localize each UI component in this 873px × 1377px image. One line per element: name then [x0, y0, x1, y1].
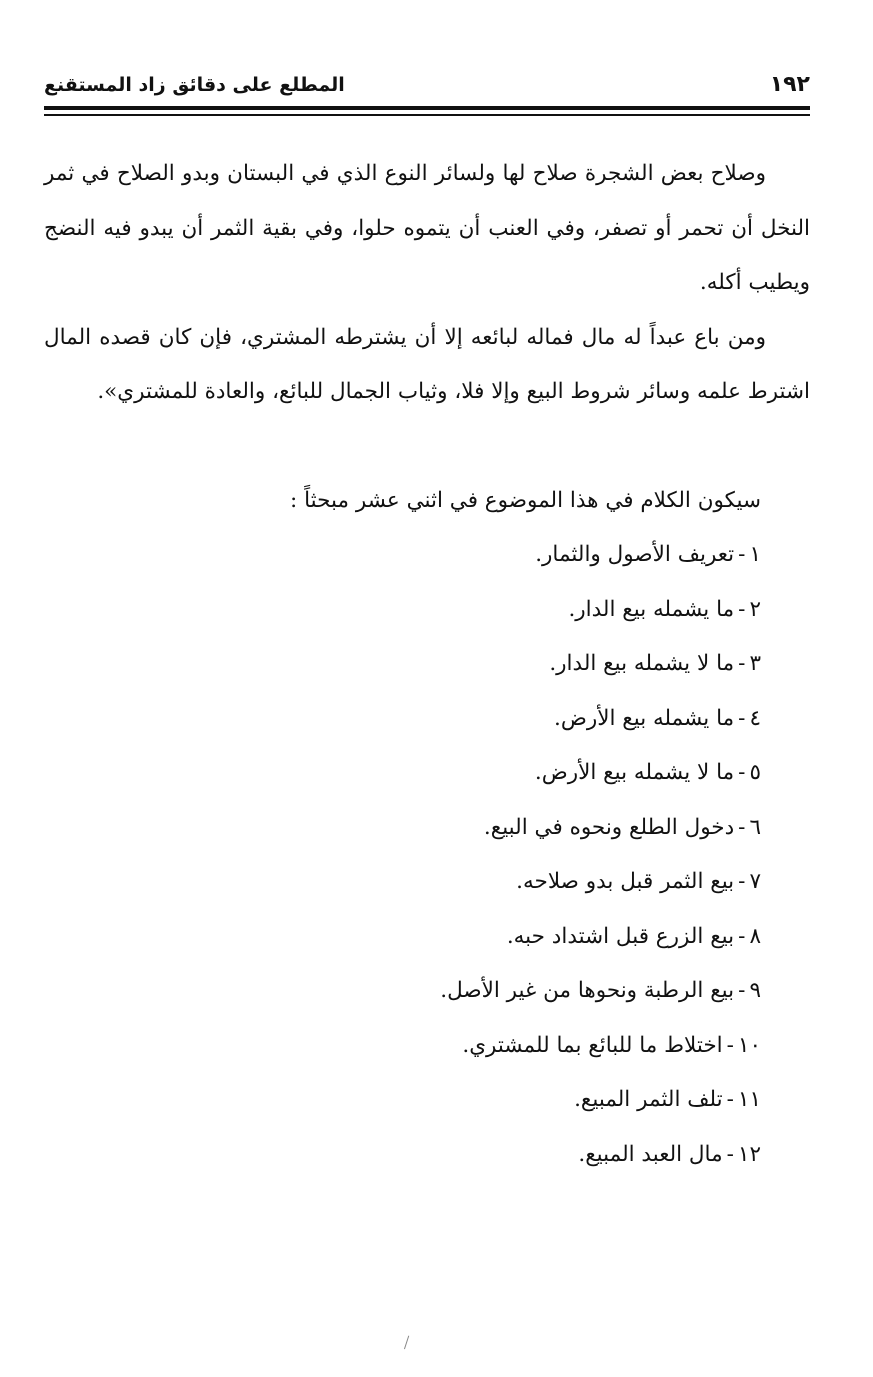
topic-separator: -	[738, 705, 746, 731]
topic-item	[440, 1019, 761, 1074]
header-rule-thin	[44, 114, 810, 116]
topic-separator: -	[738, 596, 746, 622]
topic-number: ١	[749, 542, 761, 567]
topic-separator: -	[738, 542, 746, 567]
topic-separator: -	[726, 1087, 734, 1112]
topic-number: ٦	[749, 814, 761, 840]
topic-separator: -	[738, 869, 746, 894]
topic-separator: -	[738, 651, 746, 676]
topic-separator: -	[738, 978, 746, 1003]
topic-title: دخول الطلع ونحوه في البيع.	[483, 814, 735, 840]
topic-separator: -	[738, 760, 746, 785]
topic-number: ٢	[749, 596, 761, 622]
topic-item	[440, 692, 761, 747]
paragraph: ومن باع عبداً له مال فماله لبائعه إلا أن يشترطه المشتري، فإن كان قصده المال اشترط علمه وسائر شروط البيع وإلا فلا، وثياب الجمال للبائع، والعادة للمشتري».	[44, 324, 810, 404]
topic-separator: -	[726, 1032, 734, 1058]
topic-title: ما يشمله بيع الأرض.	[554, 705, 735, 731]
topic-separator: -	[726, 1141, 734, 1167]
topic-number: ٤	[749, 705, 761, 731]
topic-item	[440, 746, 761, 801]
topic-separator: -	[738, 923, 746, 949]
topic-item	[440, 910, 761, 965]
topic-title: تعريف الأصول والثمار.	[535, 542, 735, 567]
topic-item	[440, 583, 761, 638]
topic-number: ١١	[737, 1087, 761, 1112]
topics-list	[440, 528, 761, 1182]
topic-title: بيع الثمر قبل بدو صلاحه.	[516, 869, 735, 894]
page-number: ١٩٢	[769, 72, 810, 97]
topic-title: ما لا يشمله بيع الأرض.	[534, 760, 735, 785]
header-rule-thick	[44, 106, 810, 110]
topic-number: ١٠	[737, 1032, 761, 1058]
topic-title: مال العبد المبيع.	[578, 1141, 723, 1167]
topic-number: ٨	[749, 923, 761, 949]
topic-number: ٩	[749, 978, 761, 1003]
paragraph: وصلاح بعض الشجرة صلاح لها ولسائر النوع الذي في البستان وبدو الصلاح في ثمر النخل أن تحمر أو تصفر، وفي العنب أن يتموه حلوا، وفي بقية الثمر أن يبدو فيه النضج ويطيب أكله.	[44, 161, 810, 295]
topic-item	[440, 801, 761, 856]
topic-title: تلف الثمر المبيع.	[574, 1087, 723, 1112]
topics-intro: سيكون الكلام في هذا الموضوع في اثني عشر مبحثاً :	[290, 488, 761, 513]
topic-number: ١٢	[737, 1141, 761, 1167]
topic-title: بيع الرطبة ونحوها من غير الأصل.	[440, 978, 735, 1003]
page-header	[44, 70, 810, 104]
topic-title: ما لا يشمله بيع الدار.	[549, 651, 735, 676]
topic-title: ما يشمله بيع الدار.	[568, 596, 735, 622]
topic-item	[440, 1128, 761, 1183]
topic-separator: -	[738, 814, 746, 840]
topic-title: بيع الزرع قبل اشتداد حبه.	[506, 923, 735, 949]
topic-number: ٣	[749, 651, 761, 676]
topic-number: ٥	[749, 760, 761, 785]
body-text	[44, 147, 810, 420]
topic-number: ٧	[749, 869, 761, 894]
topic-item	[440, 528, 761, 583]
topic-title: اختلاط ما للبائع بما للمشتري.	[462, 1032, 723, 1058]
scan-mark	[404, 1336, 413, 1351]
topic-item	[440, 964, 761, 1019]
topic-item	[440, 1073, 761, 1128]
running-title: المطلع على دقائق زاد المستقنع	[44, 74, 345, 96]
topic-item	[440, 855, 761, 910]
topic-item	[440, 637, 761, 692]
